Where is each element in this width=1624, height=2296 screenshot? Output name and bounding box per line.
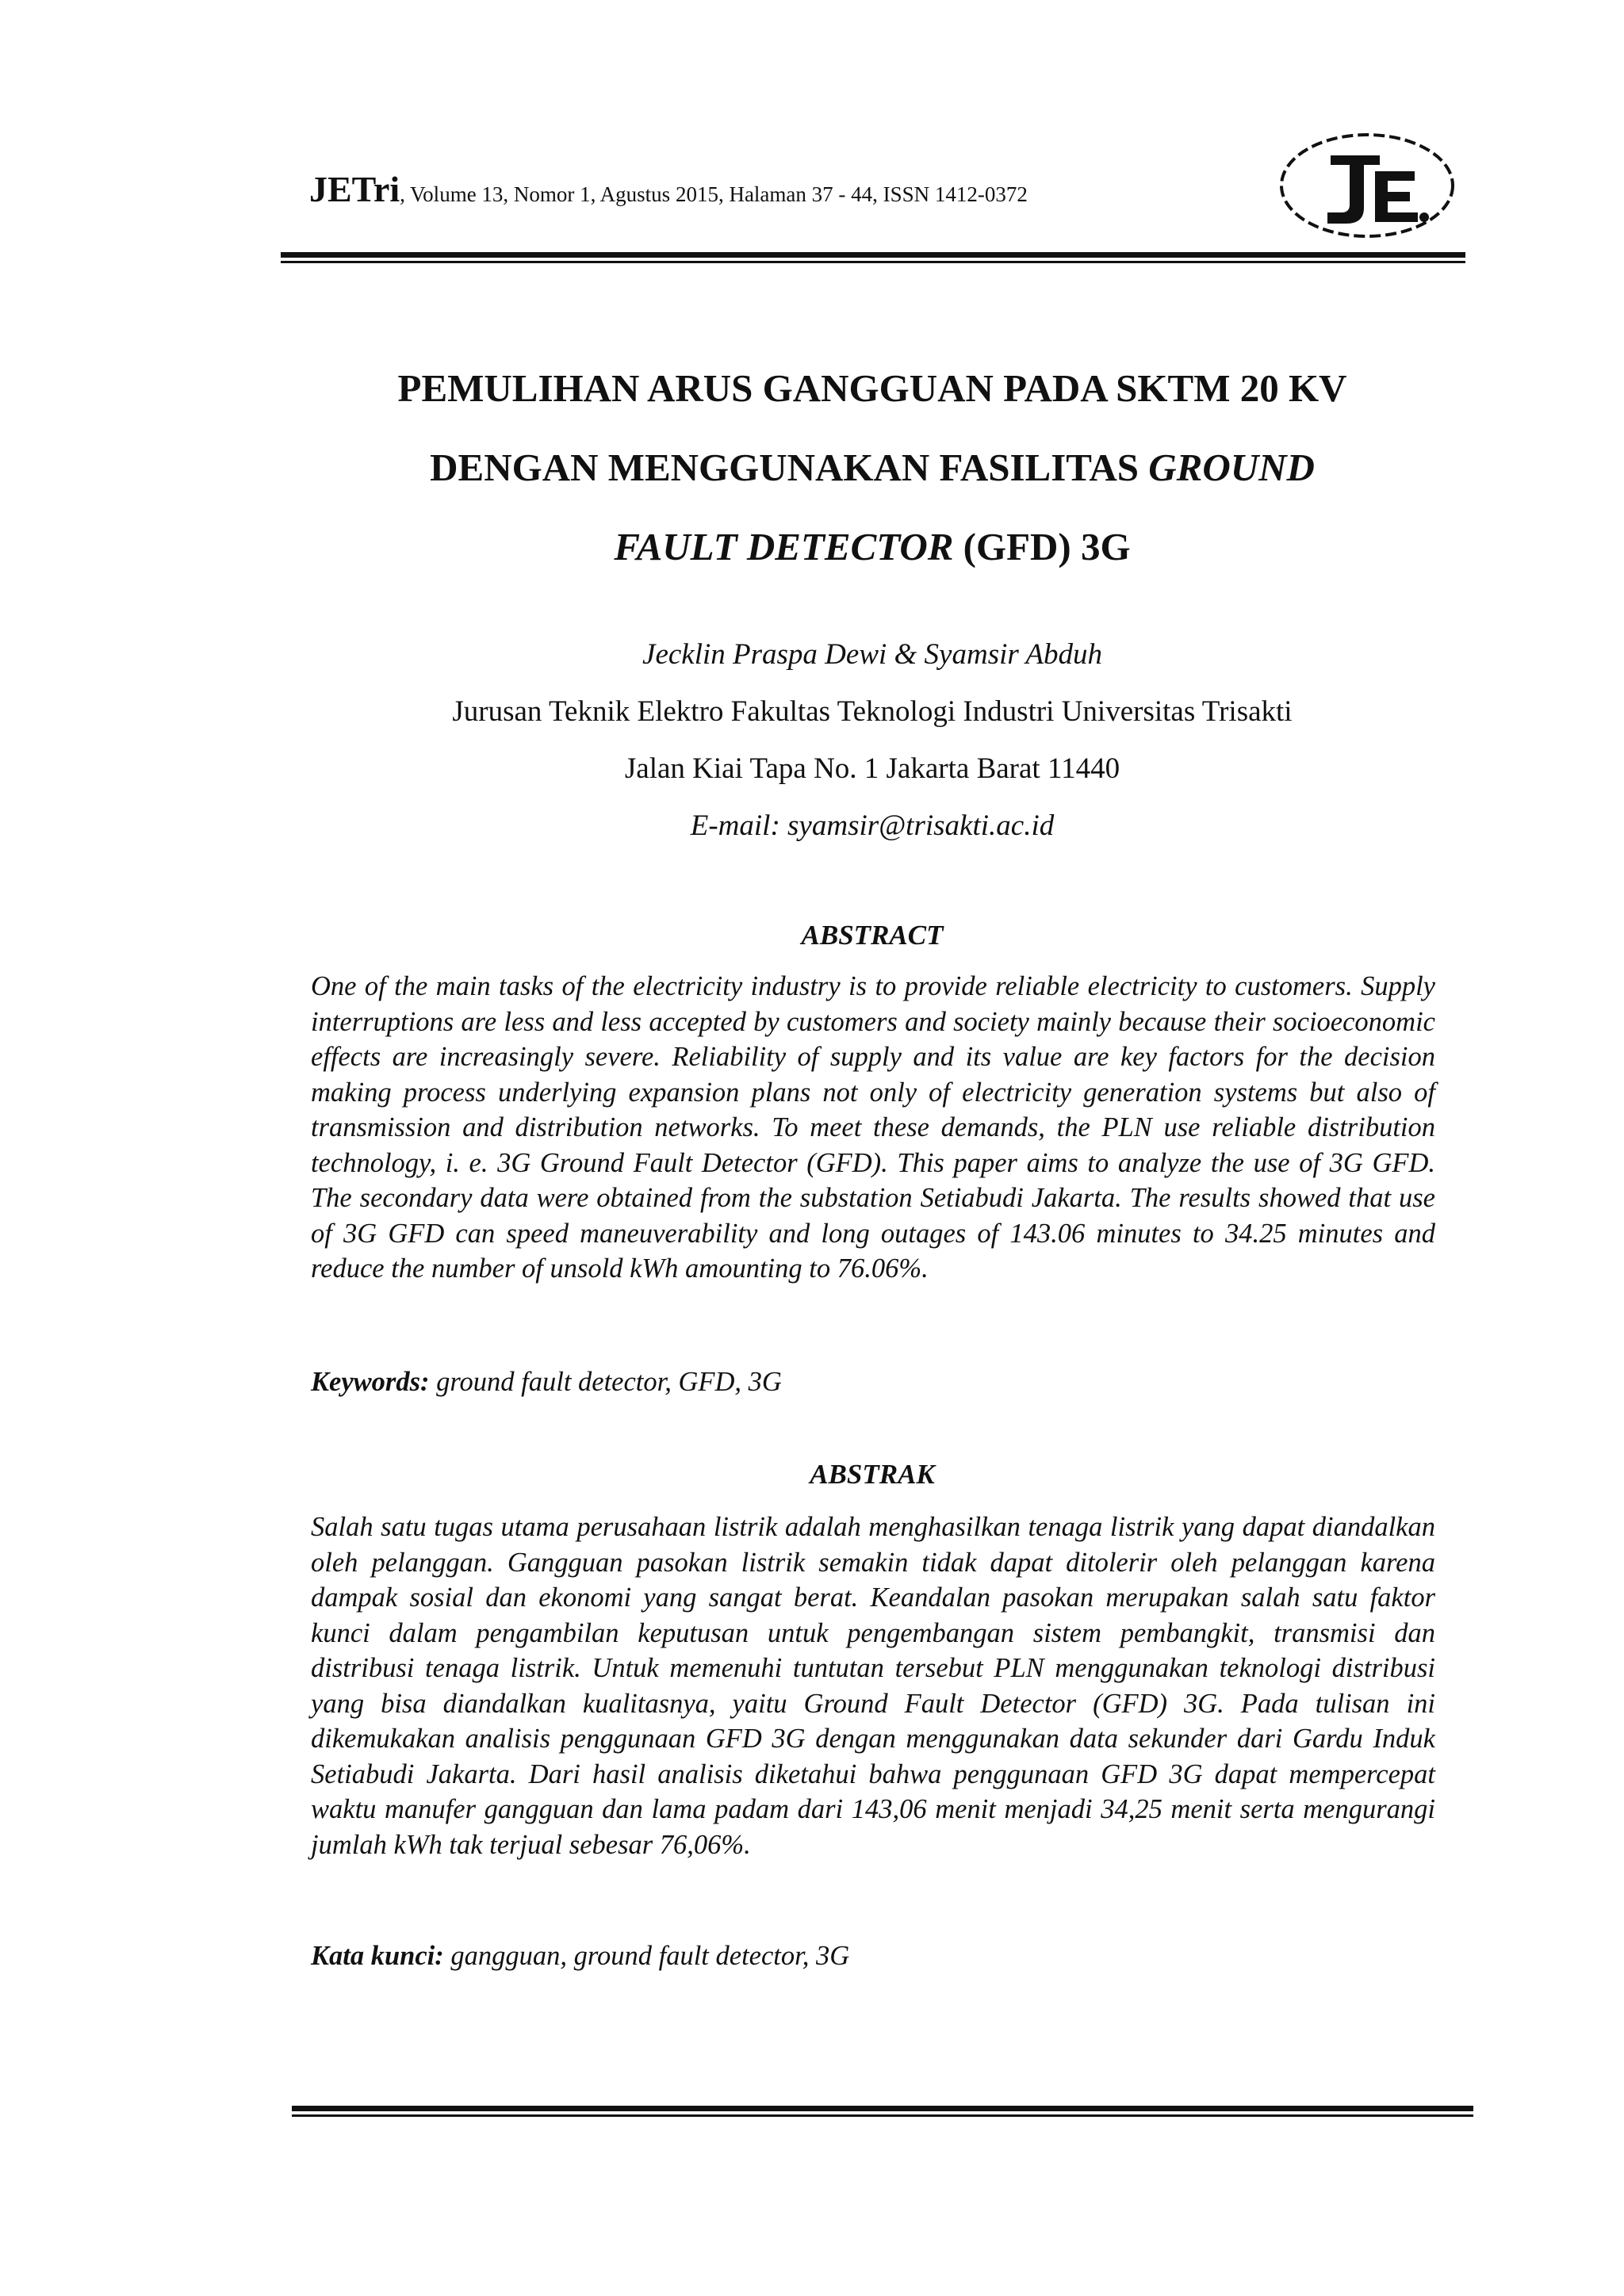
title-line-1: PEMULIHAN ARUS GANGGUAN PADA SKTM 20 KV (397, 366, 1347, 410)
kata-kunci-label: Kata kunci: (311, 1941, 444, 1971)
journal-header (309, 168, 1028, 210)
journal-info: , Volume 13, Nomor 1, Agustus 2015, Halaman 37 - 44, ISSN 1412-0372 (400, 182, 1028, 206)
author-email: E-mail: syamsir@trisakti.ac.id (690, 809, 1055, 842)
title-line-2 (238, 428, 1507, 507)
author-affiliation: Jurusan Teknik Elektro Fakultas Teknologi Industri Universitas Trisakti (452, 695, 1293, 728)
kata-kunci-value: gangguan, ground fault detector, 3G (443, 1941, 850, 1971)
title-line-3-italic: FAULT DETECTOR (614, 525, 954, 568)
title-line-3 (238, 507, 1507, 587)
title-line-3-normal: (GFD) 3G (953, 525, 1131, 568)
paper-title (238, 349, 1507, 587)
title-line-2-normal: DENGAN MENGGUNAKAN FASILITAS (430, 446, 1149, 489)
keywords-value: ground fault detector, GFD, 3G (429, 1367, 782, 1397)
author-block (238, 626, 1507, 855)
journal-name: JETri (309, 169, 400, 209)
author-address: Jalan Kiai Tapa No. 1 Jakarta Barat 11440 (624, 752, 1120, 785)
keywords-label: Keywords: (311, 1367, 430, 1397)
abstract-keywords (311, 1367, 1435, 1398)
title-line-2-italic: GROUND (1148, 446, 1315, 489)
author-names: Jecklin Praspa Dewi & Syamsir Abduh (642, 638, 1102, 671)
footer-divider (292, 2106, 1473, 2117)
abstrak-keywords (311, 1941, 1435, 1972)
journal-logo-text: JE (1196, 46, 1197, 47)
header-divider (281, 252, 1465, 263)
abstract-text: One of the main tasks of the electricity industry is to provide reliable electricity to customers. Supply interruptions are less and less accepted by customers and society mainly because their socioeconomic effects are increasingly severe. Reliability of supply and its value are key factors for the decision making process underlying expansion plans not only of electricity generation systems but also of transmission and distribution networks. To meet these demands, the PLN use reliable distribution technology, i. e. 3G Ground Fault Detector (GFD). This paper aims to analyze the use of 3G GFD. The secondary data were obtained from the substation Setiabudi Jakarta. The results showed that use of 3G GFD can speed maneuverability and long outages of 143.06 minutes to 34.25 minutes and reduce the number of unsold kWh amounting to 76.06%. (311, 971, 1435, 1284)
journal-logo (1196, 46, 1459, 243)
abstract-heading: ABSTRACT (801, 920, 944, 951)
abstrak-text: Salah satu tugas utama perusahaan listrik adalah menghasilkan tenaga listrik yang dapat diandalkan oleh pelanggan. Gangguan pasokan listrik semakin tidak dapat ditolerir oleh pelanggan karena dampak sosial dan ekonomi yang sangat berat. Keandalan pasokan merupakan salah satu faktor kunci dalam pengambilan keputusan untuk pengembangan sistem pembangkit, transmisi dan distribusi tenaga listrik. Untuk memenuhi tuntutan tersebut PLN menggunakan teknologi distribusi yang bisa diandalkan kualitasnya, yaitu Ground Fault Detector (GFD) 3G. Pada tulisan ini dikemukakan analisis penggunaan GFD 3G dengan menggunakan data sekunder dari Gardu Induk Setiabudi Jakarta. Dari hasil analisis diketahui bahwa penggunaan GFD 3G dapat mempercepat waktu manufer gangguan dan lama padam dari 143,06 menit menjadi 34,25 menit serta mengurangi jumlah kWh tak terjual sebesar 76,06%. (311, 1512, 1435, 1860)
abstrak-heading: ABSTRAK (810, 1459, 935, 1490)
